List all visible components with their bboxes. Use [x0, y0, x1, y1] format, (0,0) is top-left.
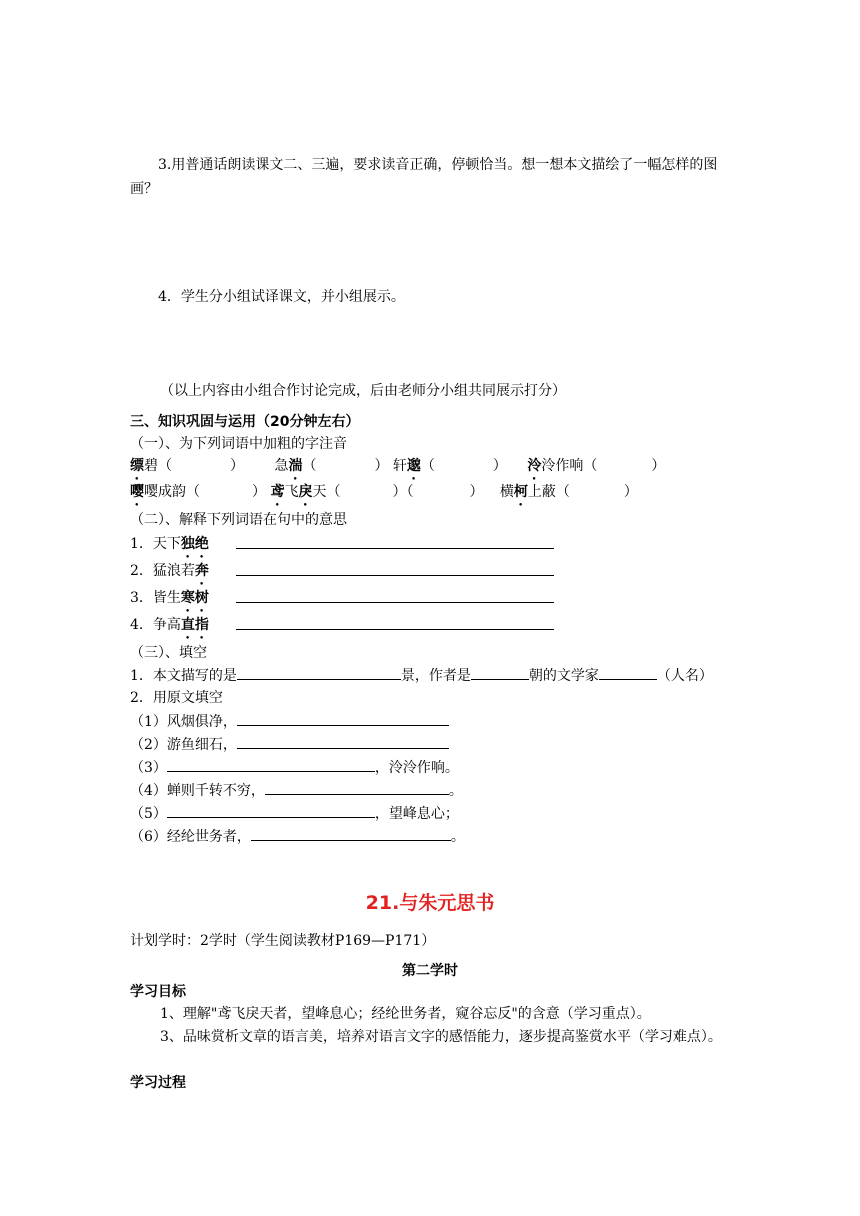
answer-blank[interactable]: [236, 561, 554, 576]
pinyin-row-1: [130, 456, 665, 483]
process-heading: 学习过程: [130, 1075, 186, 1091]
answer-blank[interactable]: [167, 803, 375, 818]
group-note: （以上内容由小组合作讨论完成，后由老师分小组共同展示打分）: [160, 383, 566, 399]
fill-line: （2）游鱼细石，: [130, 734, 449, 755]
pinyin-item: 缥碧（ ）: [130, 458, 244, 474]
answer-blank[interactable]: [237, 665, 401, 680]
period-heading: 第二学时: [402, 963, 458, 979]
part2-heading: （二）、解释下列词语在句中的意思: [130, 512, 347, 528]
item-3-text: 3.用普通话朗读课文二、三遍，要求读音正确，停顿恰当。想一想本文描绘了一幅怎样的图画？: [130, 157, 718, 197]
answer-blank[interactable]: [236, 615, 554, 630]
answer-blank[interactable]: [236, 588, 554, 603]
section-heading-consolidation: 三、知识巩固与运用（20分钟左右）: [130, 414, 360, 430]
answer-blank[interactable]: [167, 757, 375, 772]
pinyin-item: 泠泠作响（ ）: [527, 458, 666, 474]
explain-item: 4．争高直指: [130, 617, 209, 633]
item-4-text: 4．学生分小组试译课文，并小组展示。: [158, 289, 405, 305]
goal-1: 1、理解"鸢飞戾天者，望峰息心；经纶世务者，窥谷忘反"的含意（学习重点）。: [160, 1006, 651, 1022]
goal-3: 3、品味赏析文章的语言美，培养对语言文字的感悟能力，逐步提高鉴赏水平（学习难点）。: [160, 1029, 722, 1045]
fill-line: （3） ，泠泠作响。: [130, 757, 459, 778]
answer-blank[interactable]: [599, 665, 657, 680]
fill-q2-heading: 2．用原文填空: [130, 690, 223, 706]
explain-item: 1．天下独绝: [130, 536, 209, 552]
fill-q1: 1．本文描写的是 景，作者是 朝的文学家 （人名）: [130, 665, 713, 686]
answer-blank[interactable]: [237, 734, 449, 749]
goals-heading: 学习目标: [130, 984, 186, 1000]
part3-heading: （三）、填空: [130, 645, 207, 661]
fill-line: （4）蝉则千转不穷， 。: [130, 780, 463, 801]
pinyin-item: 急湍（ ）: [274, 458, 389, 474]
lesson-title: 21.与朱元思书: [365, 892, 495, 914]
fill-line: （5） ，望峰息心；: [130, 803, 459, 824]
pinyin-item: 横柯上蔽（ ）: [499, 484, 638, 500]
answer-blank[interactable]: [251, 826, 451, 841]
answer-blank[interactable]: [237, 711, 449, 726]
lesson-plan: 计划学时：2学时（学生阅读教材P169—P171）: [130, 933, 436, 949]
part1-heading: （一）、为下列词语中加粗的字注音: [130, 436, 347, 452]
answer-blank[interactable]: [471, 665, 529, 680]
explain-item: 3．皆生寒树: [130, 590, 209, 606]
pinyin-item: 轩邈（ ）: [392, 458, 507, 474]
pinyin-row-2: [130, 482, 638, 509]
fill-line: （6）经纶世务者， 。: [130, 826, 465, 847]
answer-blank[interactable]: [265, 780, 449, 795]
pinyin-item: 鸢飞戾天（ ）（ ）: [270, 484, 484, 500]
answer-blank[interactable]: [236, 534, 554, 549]
pinyin-item: 嘤嘤成韵（ ）: [130, 484, 266, 500]
fill-line: （1）风烟俱净，: [130, 711, 449, 732]
explain-item: 2．猛浪若奔: [130, 563, 209, 579]
